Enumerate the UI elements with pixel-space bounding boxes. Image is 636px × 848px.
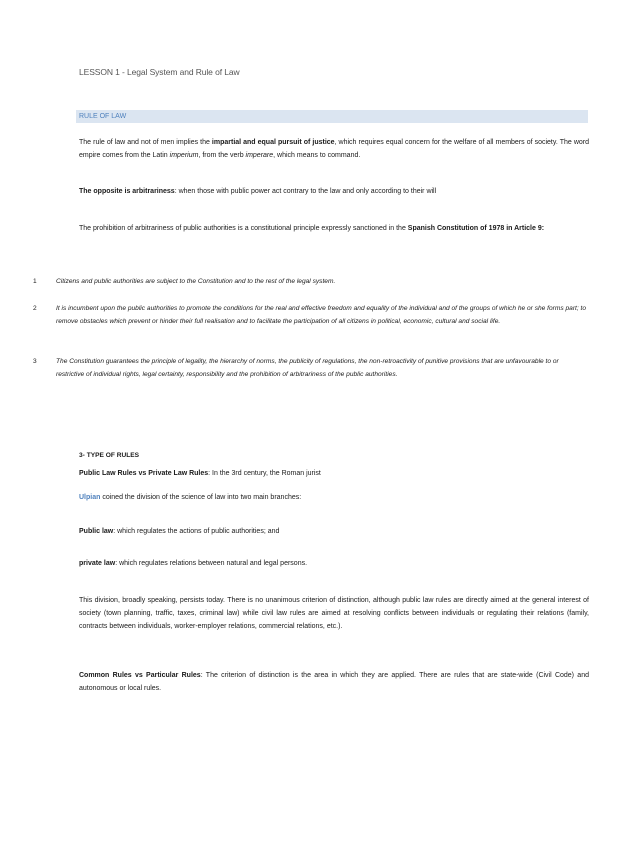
- paragraph-public-private: Public Law Rules vs Private Law Rules: In the 3rd century, the Roman jurist: [79, 470, 321, 477]
- lesson-title: LESSON 1 - Legal System and Rule of Law: [79, 67, 240, 77]
- paragraph-private-law: private law: which regulates relations between natural and legal persons.: [79, 560, 308, 567]
- list-number: 1: [33, 278, 37, 285]
- list-text: Citizens and public authorities are subject to the Constitution and to the rest of the legal system.: [56, 278, 336, 285]
- list-text: The Constitution guarantees the principle of legality, the hierarchy of norms, the publicity of regulations, the non-retroactivity of punitive provisions that are unfavourable to or restrictive of individual rights, legal certainty, responsibility and the prohibition of arbitrariness of the public authorities.: [56, 358, 559, 378]
- list-number: 3: [33, 358, 37, 365]
- paragraph-ulpian: Ulpian coined the division of the science of law into two main branches:: [79, 494, 302, 501]
- section-heading: RULE OF LAW: [76, 110, 588, 123]
- types-heading: 3- TYPE OF RULES: [79, 452, 140, 459]
- paragraph-public-law: Public law: which regulates the actions of public authorities; and: [79, 528, 280, 535]
- paragraph-arbitrariness: The opposite is arbitrariness: when those with public power act contrary to the law and only according to their will: [79, 188, 437, 195]
- list-text: It is incumbent upon the public authorities to promote the conditions for the real and effective freedom and equality of the individual and of the groups of which he or she forms part; to remove obstacles which prevent or hinder their full realisation and to facilitate the participation of all citizens in political, economic, cultural and social life.: [56, 305, 587, 325]
- paragraph-common-particular: Common Rules vs Particular Rules: The criterion of distinction is the area in which they are applied. There are rules that are state-wide (Civil Code) and autonomous or local rules.: [79, 672, 589, 692]
- paragraph-prohibition: The prohibition of arbitrariness of public authorities is a constitutional principle expressly sanctioned in the Spanish Constitution of 1978 in Article 9:: [79, 225, 545, 232]
- list-number: 2: [33, 305, 37, 312]
- paragraph-division: This division, broadly speaking, persists today. There is no unanimous criterion of distinction, although public law rules are directly aimed at the general interest of society (town planning, traffic, taxes, criminal law) while civil law rules are aimed at resolving conflicts between individuals or regulating their relations (family, contracts between individuals, worker-employer relations, commercial relations, etc.).: [79, 597, 589, 630]
- paragraph-rule-of-law: The rule of law and not of men implies the impartial and equal pursuit of justice, which requires equal concern for the welfare of all members of society. The word empire comes from the Latin imperium, from the verb imperare, which means to command.: [79, 139, 589, 159]
